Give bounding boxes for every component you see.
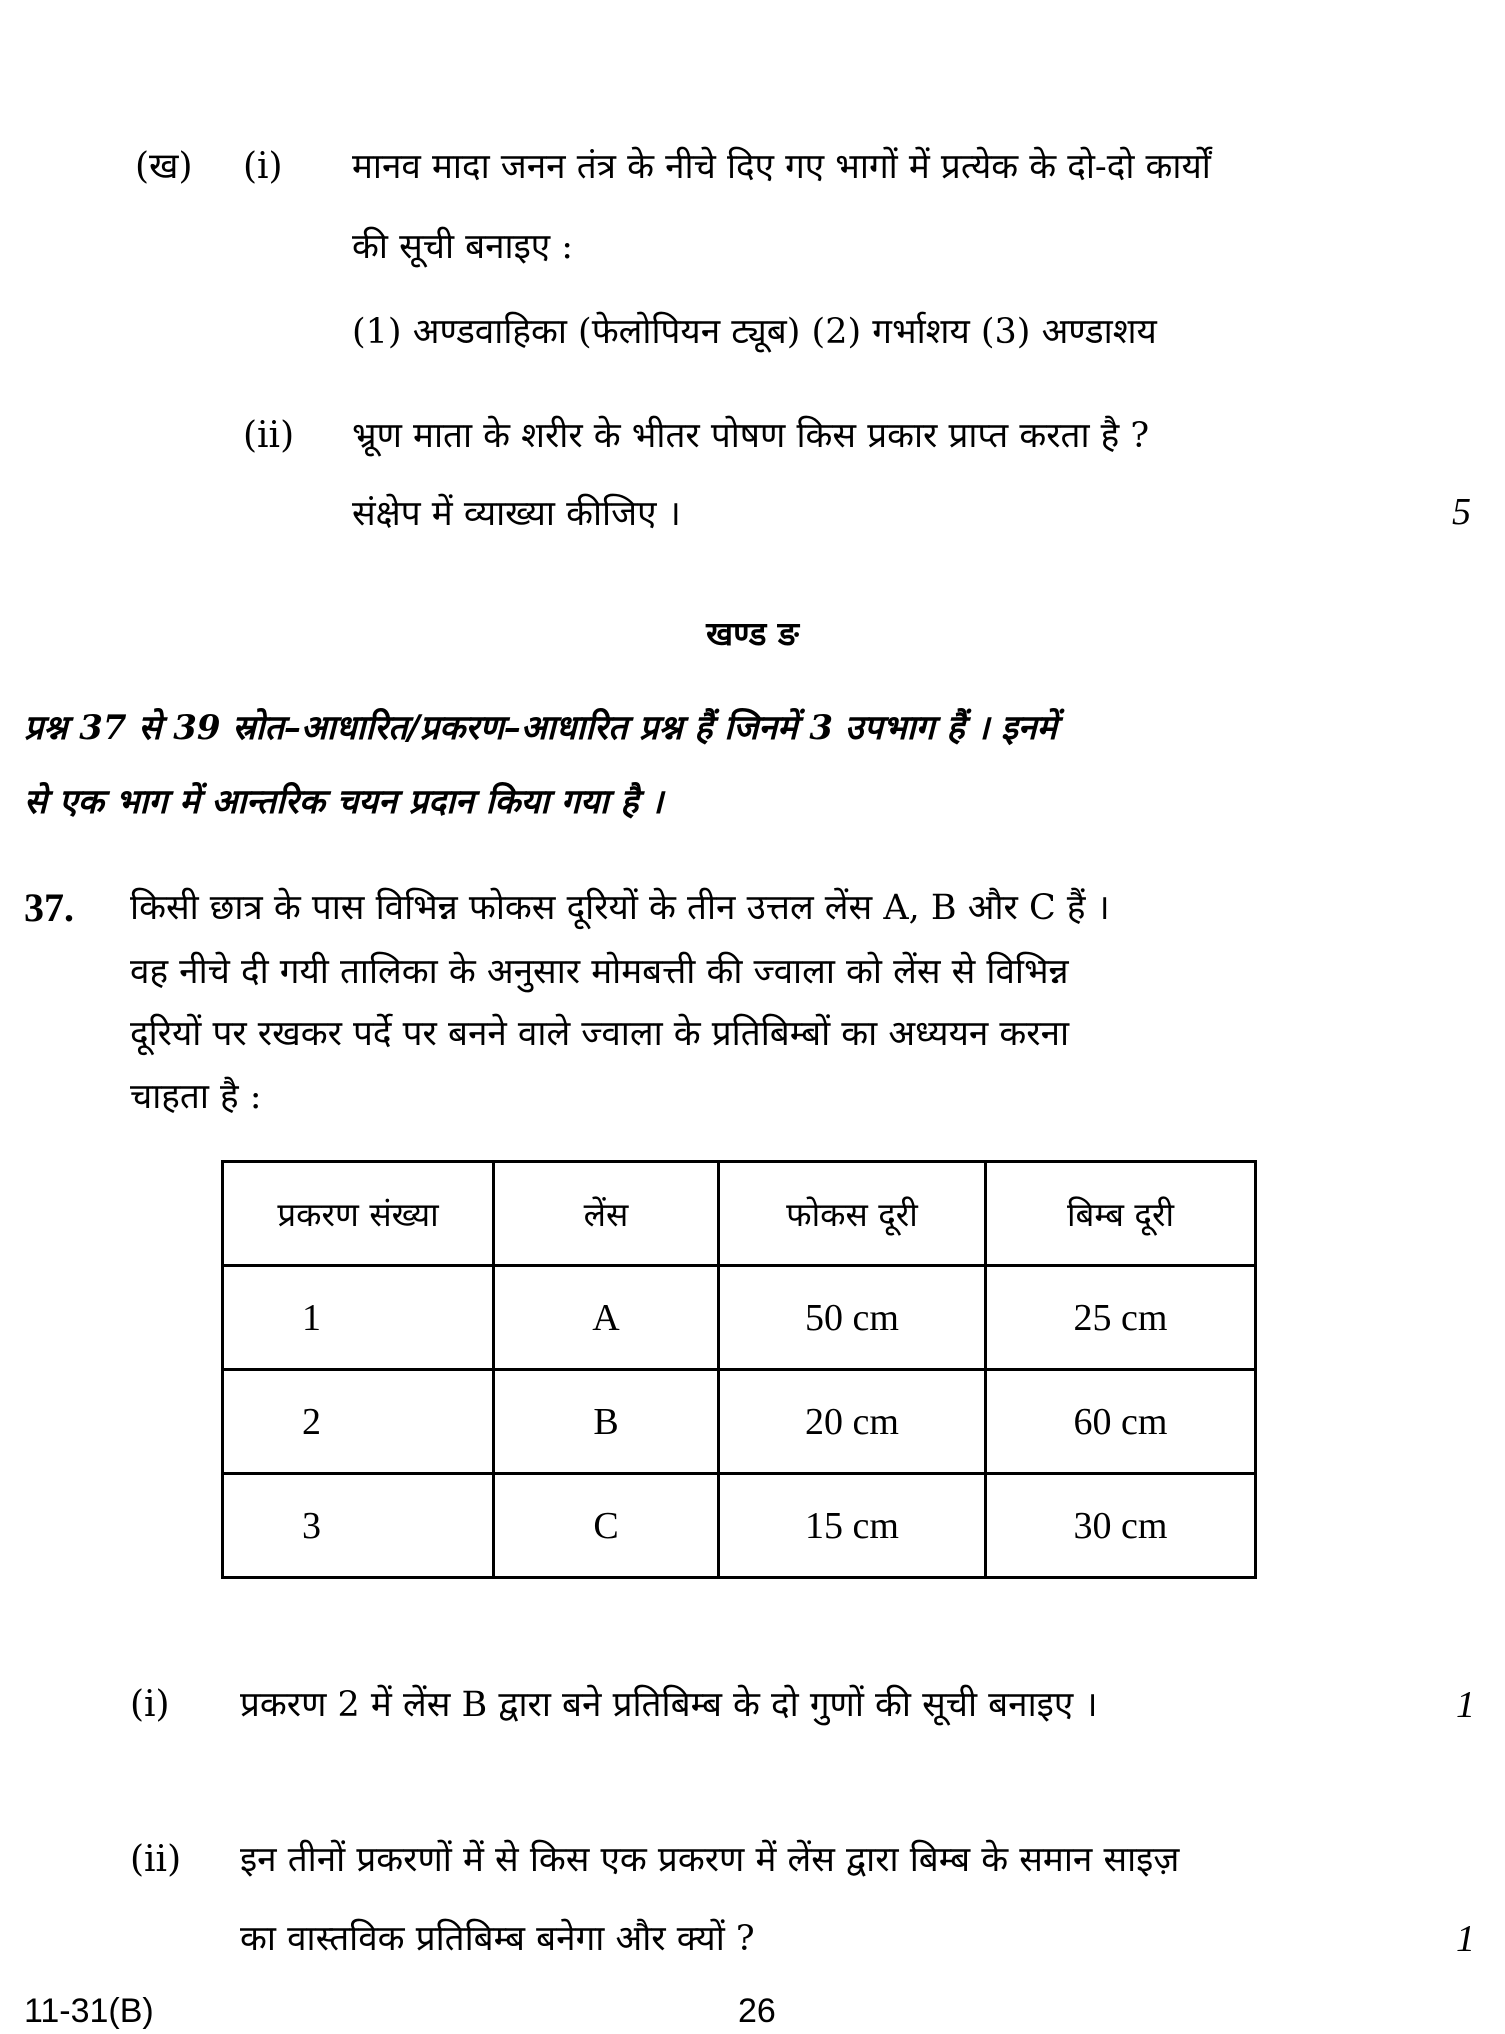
table-row	[223, 1266, 1256, 1370]
table-cell-case: 1	[223, 1266, 494, 1370]
sub-question-i-label: (i)	[130, 1684, 170, 1725]
table-header-row	[223, 1162, 1256, 1266]
table-cell-focal-length: 15 cm	[719, 1474, 986, 1578]
question-37-line: दूरियों पर रखकर पर्दे पर बनने वाले ज्वाला के प्रतिबिम्बों का अध्ययन करना	[130, 1014, 1070, 1054]
part-ii-line1: भ्रूण माता के शरीर के भीतर पोषण किस प्रकार प्राप्त करता है ?	[352, 416, 1150, 456]
part-i-label: (i)	[243, 146, 283, 187]
table-cell-case: 3	[223, 1474, 494, 1578]
part-i-items: (1) अण्डवाहिका (फेलोपियन ट्यूब) (2) गर्भाशय (3) अण्डाशय	[352, 312, 1157, 352]
sub-question-i-text: प्रकरण 2 में लेंस B द्वारा बने प्रतिबिम्ब के दो गुणों की सूची बनाइए ।	[240, 1685, 1098, 1725]
table-cell-lens: B	[494, 1370, 719, 1474]
table-cell-lens: C	[494, 1474, 719, 1578]
question-label-kh: (ख)	[135, 146, 193, 187]
footer-page-number: 26	[738, 1992, 776, 2030]
table-row	[223, 1370, 1256, 1474]
table-header-case-number: प्रकरण संख्या	[223, 1162, 494, 1266]
lens-data-table	[221, 1160, 1257, 1579]
table-cell-object-distance: 60 cm	[986, 1370, 1256, 1474]
sub-question-ii-label: (ii)	[130, 1839, 182, 1880]
sub-question-ii-line2: का वास्तविक प्रतिबिम्ब बनेगा और क्यों ?	[240, 1919, 755, 1959]
section-instruction-line1: प्रश्न 37 से 39 स्रोत–आधारित/प्रकरण–आधारित प्रश्न हैं जिनमें 3 उपभाग हैं । इनमें	[24, 708, 1057, 748]
part-i-line1: मानव मादा जनन तंत्र के नीचे दिए गए भागों में प्रत्येक के दो-दो कार्यों	[352, 147, 1211, 187]
footer-paper-code: 11-31(B)	[24, 1992, 154, 2030]
part-ii-label: (ii)	[243, 415, 295, 456]
question-37-line: चाहता है :	[130, 1077, 262, 1117]
section-instruction-line2: से एक भाग में आन्तरिक चयन प्रदान किया गया है ।	[24, 782, 664, 822]
marks-sub-ii: 1	[1456, 1918, 1475, 1960]
table-row	[223, 1474, 1256, 1578]
sub-question-ii-line1: इन तीनों प्रकरणों में से किस एक प्रकरण में लेंस द्वारा बिम्ब के समान साइज़	[240, 1840, 1180, 1880]
part-i-line2: की सूची बनाइए :	[352, 227, 574, 267]
table-cell-object-distance: 25 cm	[986, 1266, 1256, 1370]
section-title: खण्ड ङ	[706, 614, 799, 653]
part-ii-line2: संक्षेप में व्याख्या कीजिए ।	[352, 494, 681, 534]
table-cell-lens: A	[494, 1266, 719, 1370]
table-header-object-distance: बिम्ब दूरी	[986, 1162, 1256, 1266]
table-cell-focal-length: 20 cm	[719, 1370, 986, 1474]
marks-sub-i: 1	[1456, 1684, 1475, 1726]
table-header-focal-length: फोकस दूरी	[719, 1162, 986, 1266]
question-37-line: वह नीचे दी गयी तालिका के अनुसार मोमबत्ती की ज्वाला को लेंस से विभिन्न	[130, 952, 1069, 992]
marks-kh: 5	[1452, 491, 1471, 533]
table-cell-case: 2	[223, 1370, 494, 1474]
table-cell-object-distance: 30 cm	[986, 1474, 1256, 1578]
table-cell-focal-length: 50 cm	[719, 1266, 986, 1370]
question-37-line: किसी छात्र के पास विभिन्न फोकस दूरियों के तीन उत्तल लेंस A, B और C हैं ।	[130, 888, 1110, 928]
table-header-lens: लेंस	[494, 1162, 719, 1266]
question-37-number: 37.	[24, 885, 74, 930]
